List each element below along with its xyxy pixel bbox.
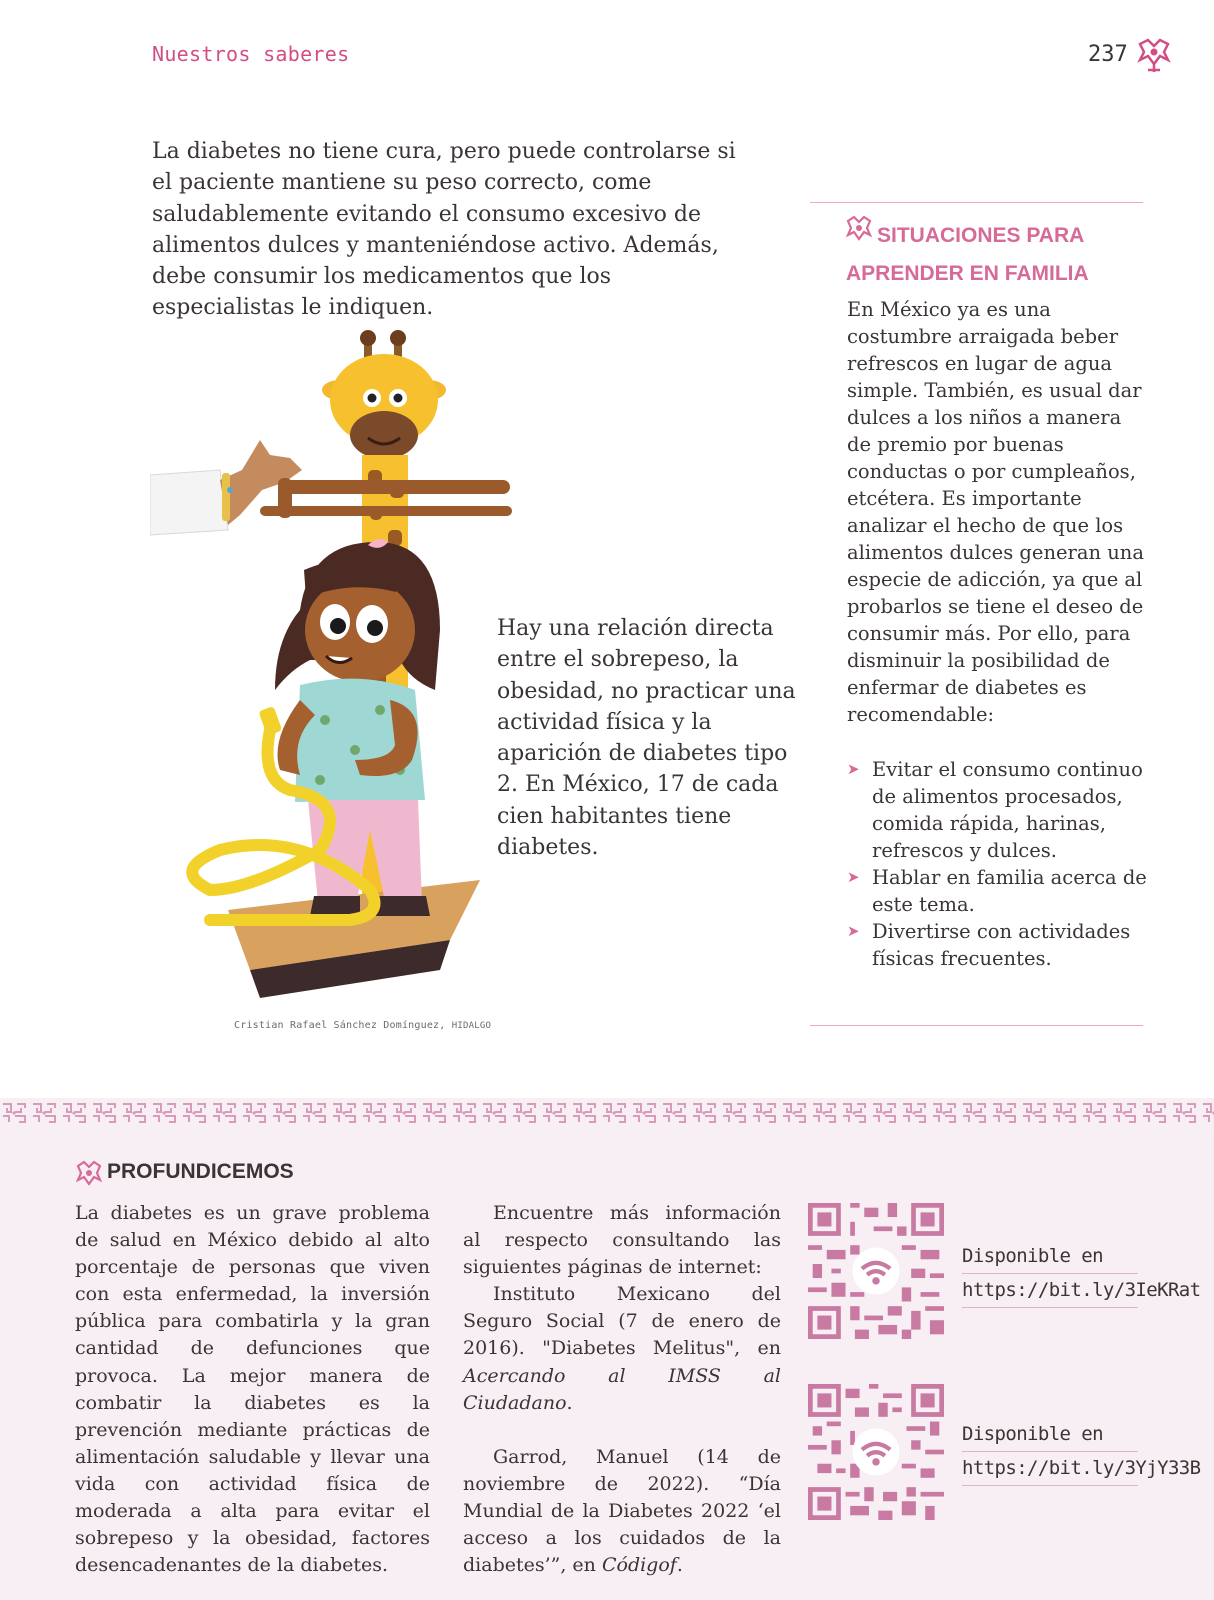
bullet-text: Hablar en familia acerca de este tema. [872, 866, 1147, 916]
references-intro: Encuentre más información al respecto consultando las siguientes páginas de internet: [463, 1202, 781, 1279]
link-block [962, 1240, 1201, 1308]
list-item [847, 756, 1147, 864]
sidebar-body: En México ya es una costumbre arraigada beber refrescos en lugar de agua simple. También, es usual dar dulces a los niños a manera de premio por buenas conductas o por cumpleaños, etcétera. Es importante analizar el hecho de que los alimentos dulces generan una especie de adicción, ya que al probarlos se tiene el deseo de consumir más. Por ello, para disminuir la posibilidad de enfermar de diabetes es recomendable: [847, 298, 1144, 726]
list-item [847, 864, 1147, 918]
references-column [463, 1200, 781, 1579]
reference-source: Acercando al IMSS al Ciudadano [463, 1364, 781, 1414]
link-block [962, 1418, 1201, 1486]
reference-end: . [566, 1391, 573, 1414]
chevron-right-icon: ➤ [847, 922, 860, 940]
link-url[interactable]: https://bit.ly/3IeKRat [962, 1274, 1138, 1308]
reference-text: Garrod, Manuel (14 de noviembre de 2022). “Día Mundial de la Diabetes 2022 ‘el acceso a los cuidados de la diabetes’”, en [463, 1445, 781, 1577]
list-item [847, 918, 1147, 972]
chevron-right-icon: ➤ [847, 868, 860, 886]
bullet-text: Divertirse con actividades físicas frecuentes. [872, 920, 1131, 970]
section-title: Nuestros saberes [152, 42, 350, 66]
relation-paragraph: Hay una relación directa entre el sobrepeso, la obesidad, no practicar una actividad física y la aparición de diabetes tipo 2. En México, 17 de cada cien habitantes tiene diabetes. [497, 616, 796, 861]
profundicemos-body: La diabetes es un grave problema de salud en México debido al alto porcentaje de personas que viven con esta enfermedad, la inversión pública para combatirla y la gran cantidad de defunciones que provoca. La mejor manera de combatir la diabetes es la prevención mediante prácticas de alimentación saludable y llevar una vida con actividad física de moderada a alta para evitar el sobrepeso y la obesidad, factores desencadenantes de la diabetes. [75, 1202, 430, 1577]
qr-code-icon[interactable] [808, 1203, 944, 1339]
decorative-fret-border [0, 1100, 1214, 1126]
ornament-icon [1136, 36, 1172, 76]
illustration-credit [234, 1020, 491, 1031]
ornament-icon [76, 1160, 102, 1186]
reference-item [463, 1444, 781, 1579]
reference-end: . [676, 1554, 683, 1577]
sidebar-bullet-list [847, 756, 1147, 972]
reference-source: Códigof [601, 1554, 677, 1577]
sidebar-title-line2: APRENDER EN FAMILIA [846, 262, 1089, 285]
credit-state: HIDALGO [451, 1021, 492, 1031]
link-label: Disponible en [962, 1418, 1138, 1452]
sidebar-title-line1: SITUACIONES PARA [877, 224, 1085, 247]
reference-item [463, 1281, 781, 1416]
family-learning-sidebar [810, 202, 1147, 1026]
page-number: 237 [1088, 42, 1128, 67]
qr-code-icon[interactable] [808, 1384, 944, 1520]
sidebar-title [846, 217, 1146, 293]
credit-name: Cristian Rafael Sánchez Domínguez, [234, 1020, 446, 1031]
reference-text: Instituto Mexicano del Seguro Social (7 de enero de 2016). "Diabetes Melitus", en [463, 1283, 781, 1360]
intro-paragraph: La diabetes no tiene cura, pero puede controlarse si el paciente mantiene su peso correcto, come saludablemente evitando el consumo excesivo de alimentos dulces y manteniéndose activo. Además, debe consumir los medicamentos que los especialistas le indiquen. [152, 139, 736, 321]
bullet-text: Evitar el consumo continuo de alimentos procesados, comida rápida, harinas, refrescos y dulces. [872, 758, 1143, 862]
profundicemos-title: PROFUNDICEMOS [107, 1160, 294, 1183]
link-url[interactable]: https://bit.ly/3YjY33B [962, 1452, 1138, 1486]
chevron-right-icon: ➤ [847, 760, 860, 778]
link-label: Disponible en [962, 1240, 1138, 1274]
